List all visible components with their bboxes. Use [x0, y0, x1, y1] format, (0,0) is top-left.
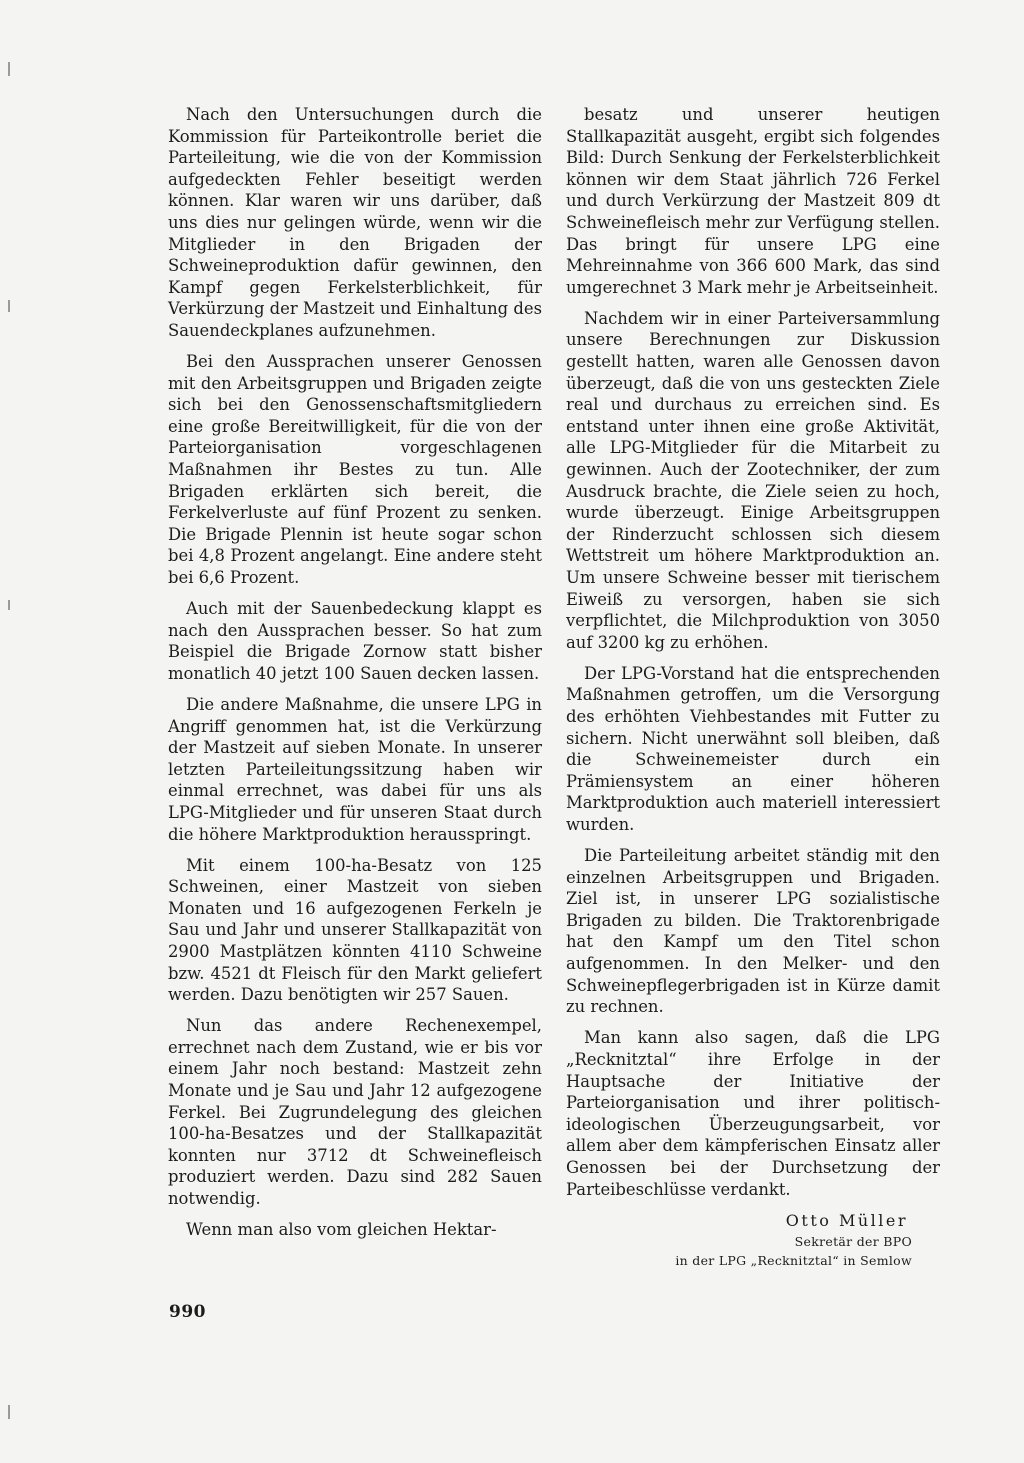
paragraph: besatz und unserer heutigen Stallkapazität ausgeht, ergibt sich folgendes Bild: Durch Senkung der Ferkelsterblichkeit können wir dem Staat jährlich 726 Ferkel und durch Verkürzung der Mastzeit 809 dt Schweinefleisch mehr zur Verfügung stellen. Das bringt für unsere LPG eine Mehreinnahme von 366 600 Mark, das sind umgerechnet 3 Mark mehr je Arbeitseinheit. — [566, 105, 940, 297]
paragraph: Wenn man also vom gleichen Hektar- — [186, 1220, 497, 1240]
paragraph: Die andere Maßnahme, die unsere LPG in Angriff genommen hat, ist die Verkürzung der Mastzeit auf sieben Monate. In unserer letzten Parteileitungssitzung haben wir einmal errechnet, was dabei für uns als LPG-Mitglieder und für unseren Staat durch die höhere Marktproduktion herausspringt. — [168, 694, 542, 844]
paragraph: Nach den Untersuchungen durch die Kommission für Parteikontrolle beriet die Parteileitung, wie die von der Kommission aufgedeckten Fehler beseitigt werden können. Klar waren wir uns darüber, daß uns dies nur gelingen würde, wenn wir die Mitglieder in den Brigaden der Schweineproduktion dafür gewinnen, den Kampf gegen Ferkelsterblichkeit, für Verkürzung der Mastzeit und Einhaltung des Sauendeckplanes aufzunehmen. — [168, 105, 542, 340]
signature-block — [566, 1210, 940, 1270]
author-role: Sekretär der BPO — [794, 1233, 912, 1249]
paragraph: Bei den Aussprachen unserer Genossen mit den Arbeitsgruppen und Brigaden zeigte sich bei den Genossenschaftsmitgliedern eine große Bereitwilligkeit, für die von der Parteiorganisation vorgeschlagenen Maßnahmen ihr Bestes zu tun. Alle Brigaden erklärten sich bereit, die Ferkelverluste auf fünf Prozent zu senken. Die Brigade Plennin ist heute sogar schon bei 4,8 Prozent angelangt. Eine andere steht bei 6,6 Prozent. — [168, 352, 542, 587]
right-column — [566, 104, 940, 1270]
paragraph: Mit einem 100-ha-Besatz von 125 Schweinen, einer Mastzeit von sieben Monaten und 16 aufgezogenen Ferkeln je Sau und Jahr und unserer Stallkapazität von 2900 Mastplätzen könnten 4110 Schweine bzw. 4521 dt Fleisch für den Markt geliefert werden. Dazu benötigten wir 257 Sauen. — [168, 855, 542, 1005]
author-name: Otto Müller — [785, 1210, 908, 1230]
margin-mark — [8, 1405, 10, 1419]
paragraph: Auch mit der Sauenbedeckung klappt es nach den Aussprachen besser. So hat zum Beispiel die Brigade Zornow statt bisher monatlich 40 jetzt 100 Sauen decken lassen. — [168, 599, 542, 683]
paragraph: Nun das andere Rechenexempel, errechnet nach dem Zustand, wie er bis vor einem Jahr noch bestand: Mastzeit zehn Monate und je Sau und Jahr 12 aufgezogene Ferkel. Bei Zugrundelegung des gleichen 100-ha-Besatzes und der Stallkapazität konnten nur 3712 dt Schweinefleisch produziert werden. Dazu sind 282 Sauen notwendig. — [168, 1016, 542, 1208]
paragraph: Der LPG-Vorstand hat die entsprechenden Maßnahmen getroffen, um die Versorgung des erhöhten Viehbestandes mit Futter zu sichern. Nicht unerwähnt soll bleiben, daß die Schweinemeister durch ein Prämiensystem an einer höheren Marktproduktion auch materiell interessiert wurden. — [566, 663, 940, 834]
left-column — [168, 104, 542, 1241]
paragraph: Nachdem wir in einer Parteiversammlung unsere Berechnungen zur Diskussion gestellt hatten, waren alle Genossen davon überzeugt, daß die von uns gesteckten Ziele real und durchaus zu erreichen sind. Es entstand unter ihnen eine große Aktivität, alle LPG-Mitglieder für die Mitarbeit zu gewinnen. Auch der Zootechniker, der zum Ausdruck brachte, die Ziele seien zu hoch, wurde überzeugt. Einige Arbeitsgruppen der Rinderzucht schlossen sich diesem Wettstreit um höhere Marktproduktion an. Um unsere Schweine besser mit tierischem Eiweiß zu versorgen, haben sie sich verpflichtet, die Milchproduktion von 3050 auf 3200 kg zu erhöhen. — [566, 308, 940, 652]
margin-mark — [8, 600, 10, 610]
paragraph: Die Parteileitung arbeitet ständig mit den einzelnen Arbeitsgruppen und Brigaden. Ziel ist, in unserer LPG sozialistische Brigaden zu bilden. Die Traktorenbrigade hat den Kampf um den Titel schon aufgenommen. In den Melker- und den Schweinepflegerbrigaden ist in Kürze damit zu rechnen. — [566, 846, 940, 1017]
margin-mark — [8, 300, 10, 312]
page-number: 990 — [169, 1302, 206, 1322]
paragraph: Man kann also sagen, daß die LPG „Recknitztal“ ihre Erfolge in der Hauptsache der Initiative der Parteiorganisation und ihrer politisch-ideologischen Überzeugungsarbeit, vor allem aber dem kämpferischen Einsatz aller Genossen bei der Durchsetzung der Parteibeschlüsse verdankt. — [566, 1028, 940, 1199]
margin-mark — [8, 62, 10, 76]
author-affiliation: in der LPG „Recknitztal“ in Semlow — [675, 1252, 912, 1268]
